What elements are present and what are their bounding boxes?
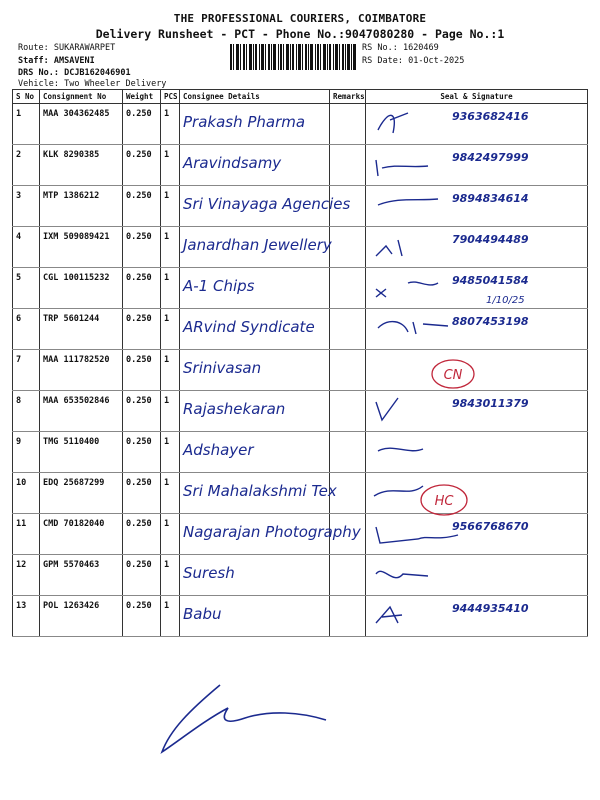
cell-pcs: 1 bbox=[161, 268, 180, 309]
stamp-cn-text: CN bbox=[443, 368, 463, 383]
cell-weight: 0.250 bbox=[123, 104, 161, 145]
cell-signature bbox=[366, 514, 588, 555]
table-row bbox=[13, 473, 588, 514]
barcode-image bbox=[230, 44, 356, 70]
table-row bbox=[13, 309, 588, 350]
table-row bbox=[13, 104, 588, 145]
cell-weight: 0.250 bbox=[123, 473, 161, 514]
cell-sno: 13 bbox=[13, 596, 40, 637]
consignee-handwritten: Prakash Pharma bbox=[183, 113, 306, 131]
cell-pcs: 1 bbox=[161, 350, 180, 391]
signature-phone: 9566768670 bbox=[452, 520, 529, 533]
cell-pcs: 1 bbox=[161, 309, 180, 350]
cell-weight: 0.250 bbox=[123, 309, 161, 350]
staff-line bbox=[18, 56, 95, 67]
col-header-remarks: Remarks bbox=[330, 90, 366, 104]
signature-scribble bbox=[368, 433, 468, 467]
cell-consignment: KLK 8290385 bbox=[40, 145, 123, 186]
route-line bbox=[18, 43, 115, 54]
cell-consignee bbox=[180, 104, 330, 145]
consignee-handwritten: Srinivasan bbox=[183, 359, 262, 377]
cell-weight: 0.250 bbox=[123, 555, 161, 596]
staff-label: Staff: bbox=[18, 56, 49, 66]
cell-sno: 6 bbox=[13, 309, 40, 350]
col-header-consignee: Consignee Details bbox=[180, 90, 330, 104]
consignee-handwritten: Sri Mahalakshmi Tex bbox=[183, 482, 337, 500]
cell-signature bbox=[366, 473, 588, 514]
cell-consignment: MAA 304362485 bbox=[40, 104, 123, 145]
rs-no-line bbox=[362, 43, 439, 54]
cell-remarks bbox=[330, 309, 366, 350]
cell-pcs: 1 bbox=[161, 473, 180, 514]
cell-consignment: MTP 1386212 bbox=[40, 186, 123, 227]
signature-phone: 9363682416 bbox=[452, 110, 529, 123]
consignee-handwritten: Suresh bbox=[183, 564, 235, 582]
drs-value: DCJB162046901 bbox=[64, 68, 131, 78]
cell-consignment: TRP 5601244 bbox=[40, 309, 123, 350]
cell-sno: 11 bbox=[13, 514, 40, 555]
cell-sno: 1 bbox=[13, 104, 40, 145]
consignee-handwritten: Babu bbox=[183, 605, 222, 623]
cell-pcs: 1 bbox=[161, 227, 180, 268]
cell-consignment: MAA 653502846 bbox=[40, 391, 123, 432]
cell-signature bbox=[366, 104, 588, 145]
stamp-cn bbox=[430, 357, 476, 391]
cell-pcs: 1 bbox=[161, 432, 180, 473]
route-label: Route: bbox=[18, 43, 49, 53]
table-row bbox=[13, 227, 588, 268]
rs-date-label: RS Date: bbox=[362, 56, 403, 66]
cell-sno: 12 bbox=[13, 555, 40, 596]
cell-consignee bbox=[180, 186, 351, 227]
consignee-handwritten: Adshayer bbox=[183, 441, 254, 459]
cell-signature bbox=[366, 227, 588, 268]
consignee-handwritten: Rajashekaran bbox=[183, 400, 286, 418]
cell-sno: 9 bbox=[13, 432, 40, 473]
cell-signature bbox=[366, 596, 588, 637]
staff-value: AMSAVENI bbox=[53, 56, 95, 66]
cell-remarks bbox=[330, 596, 366, 637]
signature-phone: 8807453198 bbox=[452, 315, 529, 328]
consignee-handwritten: Janardhan Jewellery bbox=[183, 236, 332, 254]
cell-pcs: 1 bbox=[161, 555, 180, 596]
cell-pcs: 1 bbox=[161, 514, 180, 555]
cell-weight: 0.250 bbox=[123, 391, 161, 432]
cell-remarks bbox=[330, 145, 366, 186]
signature-phone: 7904494489 bbox=[452, 233, 529, 246]
cell-consignment: POL 1263426 bbox=[40, 596, 123, 637]
signature-phone: 9843011379 bbox=[452, 397, 529, 410]
company-title: THE PROFESSIONAL COURIERS, COIMBATORE bbox=[173, 12, 427, 25]
cell-weight: 0.250 bbox=[123, 596, 161, 637]
signature-phone: 9444935410 bbox=[452, 602, 529, 615]
cell-signature bbox=[366, 309, 588, 350]
cell-weight: 0.250 bbox=[123, 227, 161, 268]
cell-consignee bbox=[180, 555, 330, 596]
cell-consignee bbox=[180, 268, 330, 309]
cell-remarks bbox=[330, 268, 366, 309]
cell-remarks bbox=[330, 104, 366, 145]
cell-weight: 0.250 bbox=[123, 268, 161, 309]
consignee-handwritten: Sri Vinayaga Agencies bbox=[183, 195, 351, 213]
cell-signature bbox=[366, 145, 588, 186]
signature-scribble bbox=[368, 556, 468, 590]
runsheet-subtitle: Delivery Runsheet - PCT - Phone No.:9047080280 - Page No.:1 bbox=[95, 27, 505, 41]
cell-consignee bbox=[180, 391, 330, 432]
cell-consignment: CGL 100115232 bbox=[40, 268, 123, 309]
cell-pcs: 1 bbox=[161, 186, 180, 227]
col-header-sno: S No bbox=[13, 90, 40, 104]
cell-sno: 10 bbox=[13, 473, 40, 514]
consignee-handwritten: Nagarajan Photography bbox=[183, 523, 361, 541]
bottom-signature bbox=[150, 680, 330, 760]
rs-no-value: 1620469 bbox=[402, 43, 439, 53]
cell-signature bbox=[366, 391, 588, 432]
table-row bbox=[13, 555, 588, 596]
cell-signature bbox=[366, 186, 588, 227]
cell-sno: 5 bbox=[13, 268, 40, 309]
cell-consignment: CMD 70182040 bbox=[40, 514, 123, 555]
vehicle-label: Vehicle: bbox=[18, 79, 59, 89]
cell-consignee bbox=[180, 432, 330, 473]
cell-sno: 4 bbox=[13, 227, 40, 268]
cell-signature bbox=[366, 268, 588, 309]
rs-date-value: 01-Oct-2025 bbox=[408, 56, 465, 66]
rs-date-line bbox=[362, 56, 464, 67]
cell-weight: 0.250 bbox=[123, 432, 161, 473]
cell-signature bbox=[366, 555, 588, 596]
signature-phone: 9894834614 bbox=[452, 192, 529, 205]
cell-consignee bbox=[180, 514, 361, 555]
consignee-handwritten: Aravindsamy bbox=[183, 154, 282, 172]
cell-consignment: GPM 5570463 bbox=[40, 555, 123, 596]
cell-sno: 2 bbox=[13, 145, 40, 186]
cell-remarks bbox=[330, 555, 366, 596]
col-header-weight: Weight bbox=[123, 90, 161, 104]
drs-line bbox=[18, 68, 131, 79]
cell-pcs: 1 bbox=[161, 145, 180, 186]
runsheet-table bbox=[12, 89, 588, 637]
cell-sno: 3 bbox=[13, 186, 40, 227]
route-value: SUKARAWARPET bbox=[53, 43, 116, 53]
table-row bbox=[13, 350, 588, 391]
table-row bbox=[13, 145, 588, 186]
cell-consignee bbox=[180, 309, 330, 350]
vehicle-line bbox=[18, 79, 166, 90]
table-header-row bbox=[13, 90, 588, 104]
cell-consignment: EDQ 25687299 bbox=[40, 473, 123, 514]
table-row bbox=[13, 391, 588, 432]
signature-phone: 9842497999 bbox=[452, 151, 529, 164]
table-row bbox=[13, 596, 588, 637]
cell-remarks bbox=[330, 227, 366, 268]
cell-weight: 0.250 bbox=[123, 145, 161, 186]
cell-consignment: MAA 111782520 bbox=[40, 350, 123, 391]
cell-remarks bbox=[330, 350, 366, 391]
cell-signature bbox=[366, 350, 588, 391]
table-row bbox=[13, 432, 588, 473]
cell-consignment: TMG 5110400 bbox=[40, 432, 123, 473]
cell-consignment: IXM 509089421 bbox=[40, 227, 123, 268]
col-header-consignment: Consignment No bbox=[40, 90, 123, 104]
rs-no-label: RS No.: bbox=[362, 43, 398, 53]
stamp-hc-text: HC bbox=[434, 494, 454, 509]
cell-pcs: 1 bbox=[161, 104, 180, 145]
cell-sno: 7 bbox=[13, 350, 40, 391]
cell-weight: 0.250 bbox=[123, 186, 161, 227]
cell-consignee bbox=[180, 596, 330, 637]
cell-consignee bbox=[180, 227, 330, 268]
vehicle-value: Two Wheeler Delivery bbox=[64, 79, 167, 89]
cell-remarks bbox=[330, 391, 366, 432]
signature-phone: 9485041584 bbox=[452, 274, 529, 287]
consignee-handwritten: A-1 Chips bbox=[183, 277, 255, 295]
cell-pcs: 1 bbox=[161, 596, 180, 637]
cell-remarks bbox=[330, 432, 366, 473]
cell-weight: 0.250 bbox=[123, 514, 161, 555]
row5-date: 1/10/25 bbox=[486, 295, 525, 306]
cell-weight: 0.250 bbox=[123, 350, 161, 391]
cell-consignee bbox=[180, 473, 337, 514]
cell-consignee bbox=[180, 145, 330, 186]
table-row bbox=[13, 514, 588, 555]
cell-consignee bbox=[180, 350, 330, 391]
col-header-signature: Seal & Signature bbox=[366, 90, 588, 104]
stamp-hc bbox=[418, 482, 470, 518]
drs-label: DRS No.: bbox=[18, 68, 59, 78]
table-row bbox=[13, 186, 588, 227]
cell-pcs: 1 bbox=[161, 391, 180, 432]
col-header-pcs: PCS bbox=[161, 90, 180, 104]
cell-signature bbox=[366, 432, 588, 473]
consignee-handwritten: ARvind Syndicate bbox=[183, 318, 315, 336]
cell-sno: 8 bbox=[13, 391, 40, 432]
